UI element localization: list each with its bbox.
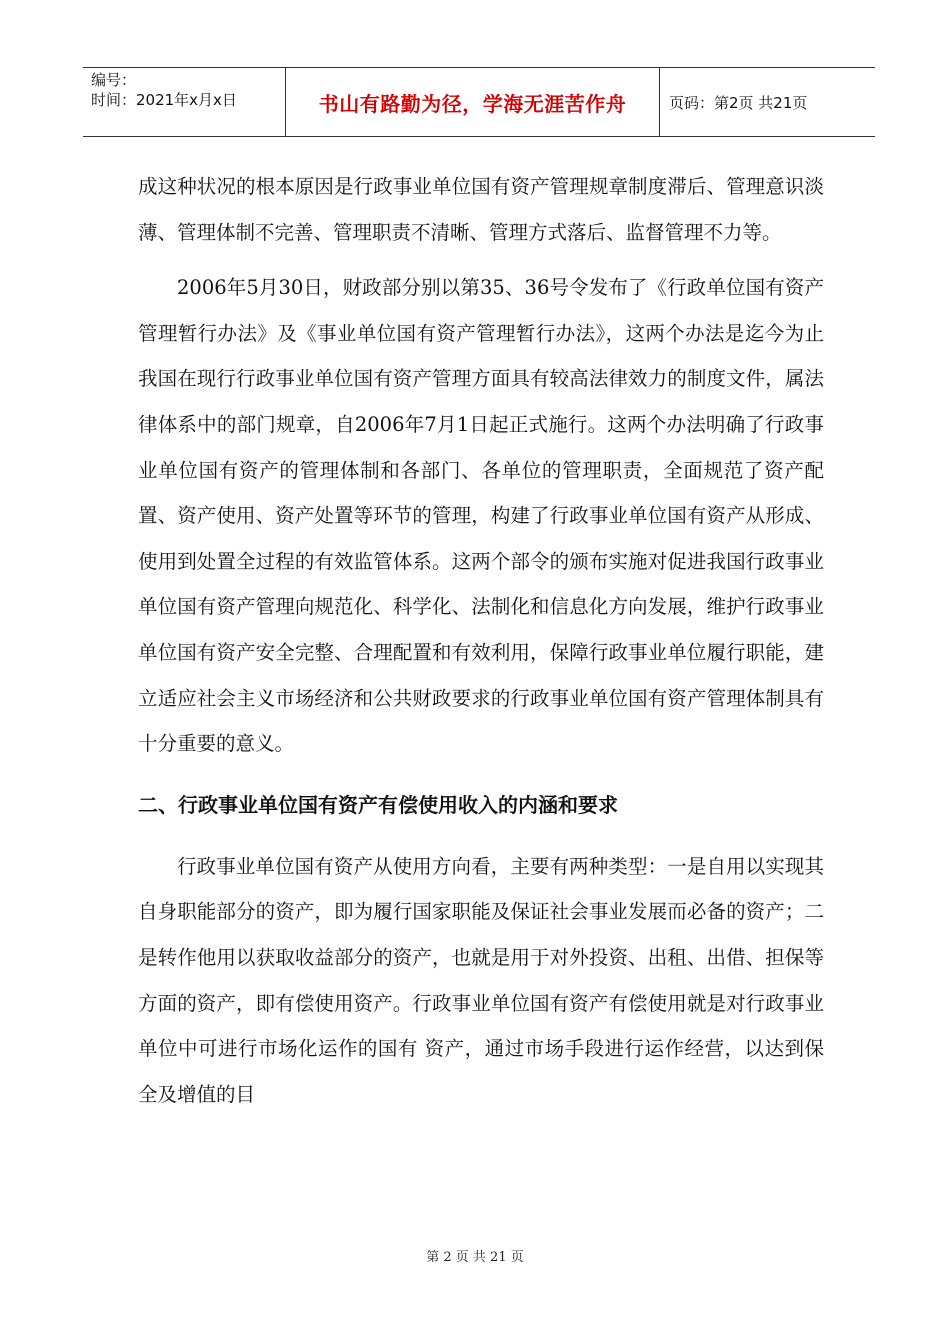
paragraph-3: 行政事业单位国有资产从使用方向看，主要有两种类型：一是自用以实现其自身职能部分的资产，即为履行国家职能及保证社会事业发展而必备的资产；二是转作他用以获取收益部分的资产，也就是用于对外投资、出租、出借、担保等方面的资产，即有偿使用资产。行政事业单位国有资产有偿使用就是对行政事业单位中可进行市场化运作的国有 资产，通过市场手段进行运作经营，以达到保全及增值的目 — [138, 854, 824, 1106]
paragraph-1: 成这种状况的根本原因是行政事业单位国有资产管理规章制度滞后、管理意识淡薄、管理体制不完善、管理职责不清晰、管理方式落后、监督管理不力等。 — [138, 175, 824, 244]
header-motto: 书山有路勤为径，学海无涯苦作舟 — [286, 68, 660, 136]
serial-number-label: 编号： — [91, 71, 137, 89]
time-label: 时间：2021年x月x日 — [91, 91, 237, 109]
header-page-info: 页码：第2页 共21页 — [669, 93, 808, 112]
header-meta — [83, 68, 286, 136]
document-body — [138, 164, 824, 1117]
page-footer: 第 2 页 共 21 页 — [426, 1250, 524, 1265]
paragraph-2: 2006年5月30日，财政部分别以第35、36号令发布了《行政单位国有资产管理暂行办法》及《事业单位国有资产管理暂行办法》，这两个办法是迄今为止我国在现行行政事业单位国有资产管理方面具有较高法律效力的制度文件，属法律体系中的部门规章，自2006年7月1日起正式施行。这两个办法明确了行政事业单位国有资产的管理体制和各部门、各单位的管理职责，全面规范了资产配置、资产使用、资产处置等环节的管理，构建了行政事业单位国有资产从形成、使用到处置全过程的有效监管体系。这两个部令的颁布实施对促进我国行政事业单位国有资产管理向规范化、科学化、法制化和信息化方向发展，维护行政事业单位国有资产安全完整、合理配置和有效利用，保障行政事业单位履行职能，建立适应社会主义市场经济和公共财政要求的行政事业单位国有资产管理体制具有十分重要的意义。 — [138, 276, 824, 756]
page-header — [83, 67, 875, 137]
section-heading: 二、行政事业单位国有资产有偿使用收入的内涵和要求 — [138, 792, 618, 817]
